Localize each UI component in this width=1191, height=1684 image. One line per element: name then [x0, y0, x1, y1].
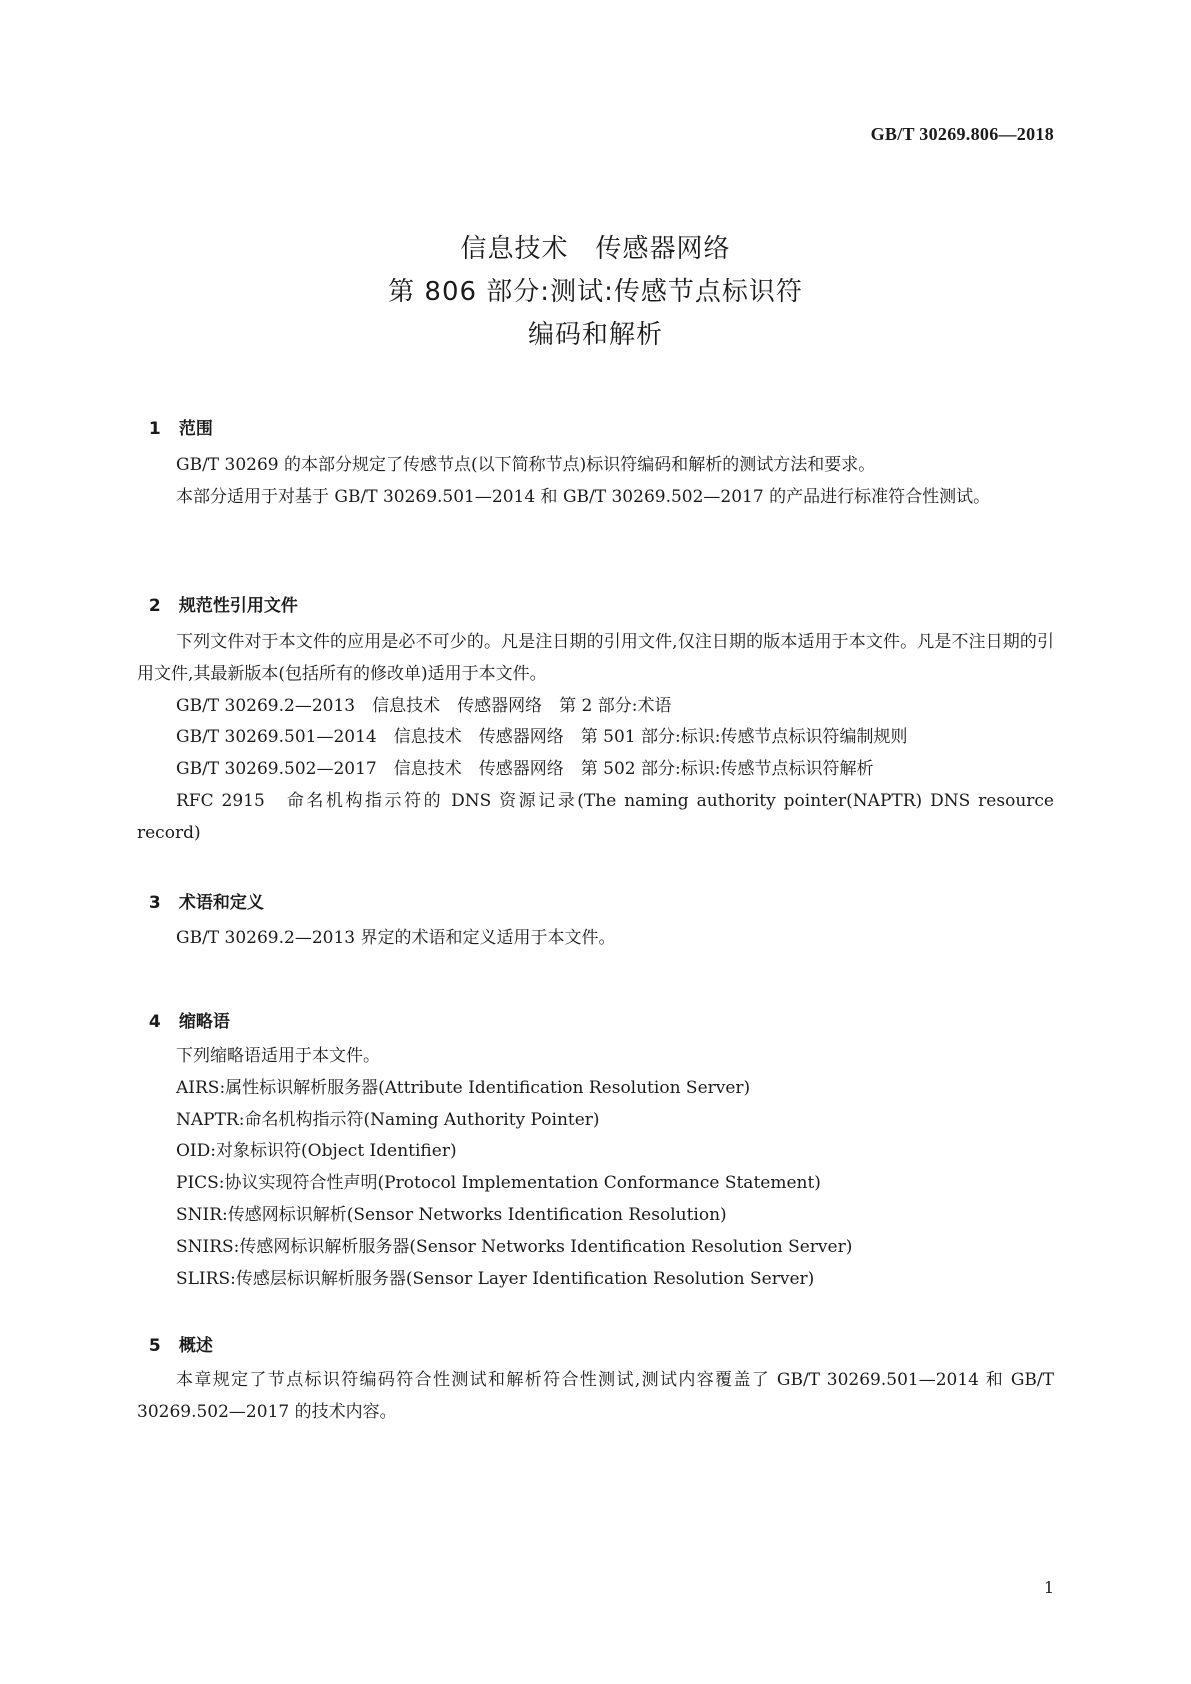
page-number: 1	[1043, 1578, 1054, 1597]
abbreviation-item: SNIR:传感网标识解析(Sensor Networks Identification Resolution)	[176, 1204, 727, 1225]
section-title: 术语和定义	[178, 893, 264, 913]
section-title: 规范性引用文件	[178, 596, 298, 616]
abbreviation-item: AIRS:属性标识解析服务器(Attribute Identification Resolution Server)	[176, 1077, 751, 1098]
title-line-3: 编码和解析	[527, 320, 663, 350]
section-number: 1	[148, 419, 161, 439]
title-line-1: 信息技术 传感器网络	[460, 234, 731, 264]
abbreviation-item: OID:对象标识符(Object Identifier)	[176, 1141, 457, 1162]
section-number: 4	[148, 1012, 161, 1032]
abbreviation-item: SLIRS:传感层标识解析服务器(Sensor Layer Identification Resolution Server)	[176, 1268, 815, 1289]
section-5-heading	[137, 1311, 213, 1356]
abbreviation-item: SNIRS:传感网标识解析服务器(Sensor Networks Identification Resolution Server)	[176, 1236, 853, 1257]
reference-item: GB/T 30269.501—2014 信息技术 传感器网络 第 501 部分:标识:传感节点标识符编制规则	[176, 727, 908, 748]
section-title: 范围	[178, 419, 213, 439]
paragraph: 本章规定了节点标识符编码符合性测试和解析符合性测试,测试内容覆盖了 GB/T 30269.501—2014 和 GB/T 30269.502—2017 的技术内容。	[137, 1370, 1054, 1422]
document-title	[0, 228, 1191, 357]
section-4-heading	[137, 987, 230, 1032]
paragraph: 本部分适用于对基于 GB/T 30269.501—2014 和 GB/T 30269.502—2017 的产品进行标准符合性测试。	[176, 486, 991, 507]
section-2-heading	[137, 571, 298, 616]
section-number: 2	[148, 596, 161, 616]
standard-code: GB/T 30269.806—2018	[870, 124, 1054, 144]
section-title: 缩略语	[178, 1012, 230, 1032]
section-title: 概述	[178, 1336, 213, 1356]
abbreviation-item: PICS:协议实现符合性声明(Protocol Implementation Conformance Statement)	[176, 1173, 821, 1194]
section-5-body	[137, 1365, 1054, 1429]
reference-item: RFC 2915 命名机构指示符的 DNS 资源记录(The naming authority pointer(NAPTR) DNS resource record)	[137, 790, 1054, 843]
section-2-body	[137, 627, 1054, 850]
section-3-heading	[137, 868, 264, 913]
paragraph: GB/T 30269 的本部分规定了传感节点(以下简称节点)标识符编码和解析的测试方法和要求。	[176, 455, 876, 475]
section-1-body	[137, 450, 1054, 514]
section-number: 5	[148, 1336, 161, 1356]
reference-item: GB/T 30269.502—2017 信息技术 传感器网络 第 502 部分:标识:传感节点标识符解析	[176, 759, 874, 780]
section-1-heading	[137, 394, 213, 439]
title-line-2: 第 806 部分:测试:传感节点标识符	[388, 277, 803, 307]
section-number: 3	[148, 893, 161, 913]
reference-item: GB/T 30269.2—2013 信息技术 传感器网络 第 2 部分:术语	[176, 695, 672, 716]
section-3-body	[137, 923, 1054, 955]
abbreviation-item: NAPTR:命名机构指示符(Naming Authority Pointer)	[176, 1109, 600, 1130]
paragraph: GB/T 30269.2—2013 界定的术语和定义适用于本文件。	[176, 928, 616, 948]
abbreviation-list	[176, 1041, 1054, 1295]
list-intro: 下列缩略语适用于本文件。	[176, 1046, 380, 1066]
paragraph: 下列文件对于本文件的应用是必不可少的。凡是注日期的引用文件,仅注日期的版本适用于本文件。凡是不注日期的引用文件,其最新版本(包括所有的修改单)适用于本文件。	[137, 632, 1054, 684]
